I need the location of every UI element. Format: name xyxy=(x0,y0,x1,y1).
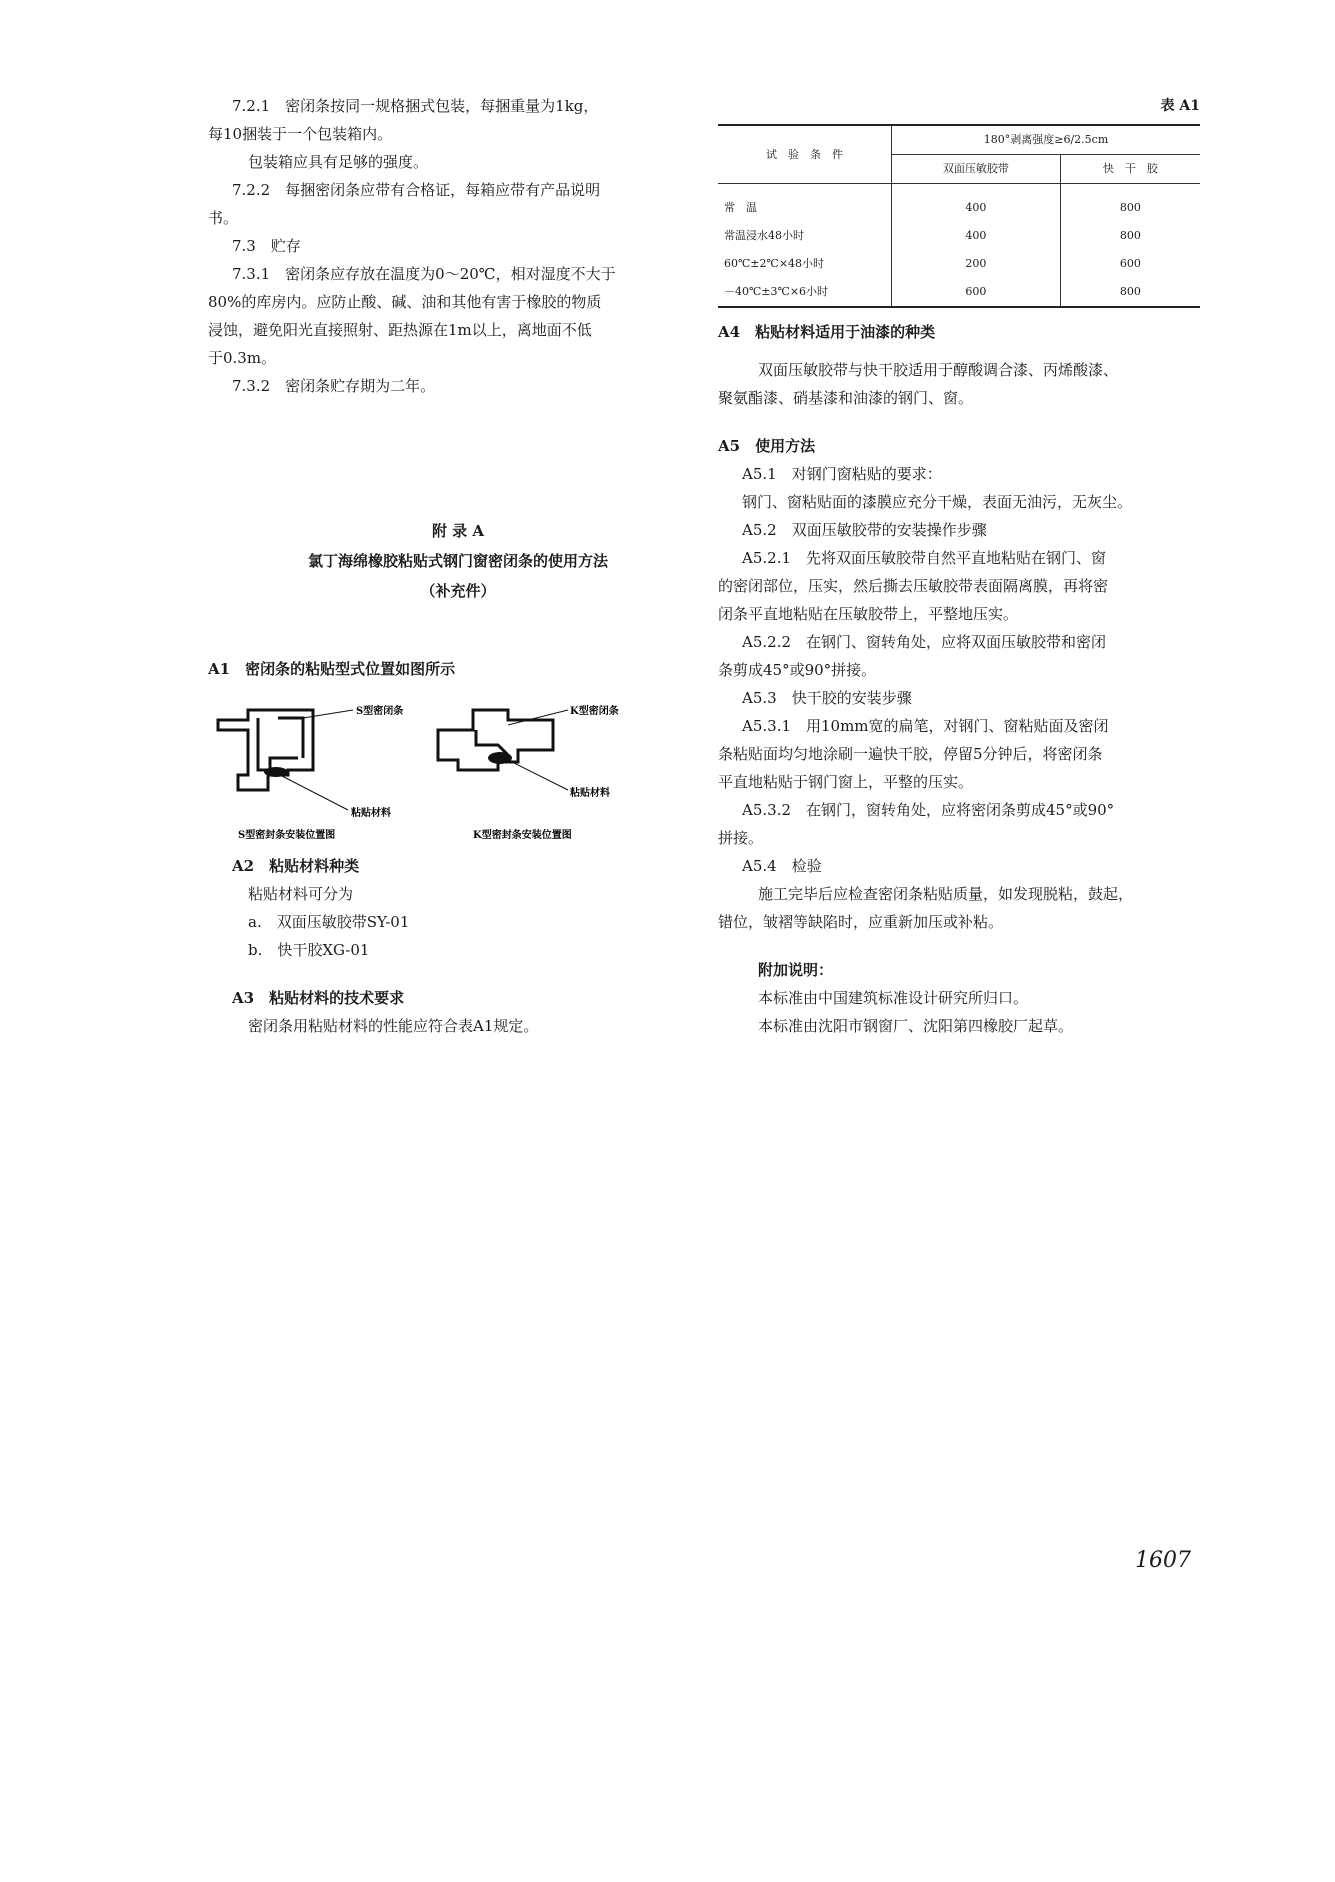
a2-item-a: a. 双面压敏胶带SY-01 xyxy=(248,913,410,931)
col-tape-header: 双面压敏胶带 xyxy=(892,155,1061,184)
clause-7-2-2-cont: 书。 xyxy=(208,209,239,227)
clause-7-2-1: 7.2.1 密闭条按同一规格捆式包装，每捆重量为1kg， xyxy=(232,97,599,115)
installation-figure xyxy=(208,700,708,860)
row-condition: －40℃±3℃×6小时 xyxy=(718,278,892,307)
profile-diagrams xyxy=(208,700,708,850)
clause-7-3-2: 7.3.2 密闭条贮存期为二年。 xyxy=(232,377,436,395)
s-adhesive-shape xyxy=(264,767,288,777)
a5-2-2-cont: 条剪成45°或90°拼接。 xyxy=(718,661,877,679)
a4-line1: 双面压敏胶带与快干胶适用于醇酸调合漆、丙烯酸漆、 xyxy=(758,361,1119,379)
appendix-title: 氯丁海绵橡胶粘贴式钢门窗密闭条的使用方法 xyxy=(307,552,608,570)
clause-7-2-2: 7.2.2 每捆密闭条应带有合格证，每箱应带有产品说明 xyxy=(232,181,601,199)
a1-section xyxy=(208,655,708,683)
a3-heading: A3 粘贴材料的技术要求 xyxy=(232,989,405,1007)
clause-7-3-1-cont2: 浸蚀，避免阳光直接照射、距热源在1m以上，离地面不低 xyxy=(208,321,592,339)
col-condition-header: 试 验 条 件 xyxy=(718,125,892,184)
left-column xyxy=(208,92,708,400)
a5-2: A5.2 双面压敏胶带的安装操作步骤 xyxy=(742,521,987,539)
a5-4: A5.4 检验 xyxy=(742,857,822,875)
appendix-subtitle: （补充件） xyxy=(420,582,496,600)
s-strip-label: S型密闭条 xyxy=(356,706,404,717)
row-glue: 600 xyxy=(1119,257,1141,270)
k-caption: K型密封条安装位置图 xyxy=(473,830,572,841)
k-adhesive-shape xyxy=(488,752,512,764)
s-caption: S型密封条安装位置图 xyxy=(238,830,336,841)
col-group-header: 180°剥离强度≥6/2.5cm xyxy=(892,125,1200,155)
row-glue: 800 xyxy=(1119,201,1141,214)
row-tape: 400 xyxy=(892,222,1061,250)
k-material-leader xyxy=(508,760,568,790)
table-row xyxy=(718,250,1200,278)
clause-7-3-1: 7.3.1 密闭条应存放在温度为0～20℃，相对湿度不大于 xyxy=(232,265,616,283)
note-line1: 本标准由中国建筑标准设计研究所归口。 xyxy=(758,989,1029,1007)
k-material-label: 粘贴材料 xyxy=(570,788,610,799)
right-column xyxy=(718,92,1200,1040)
a5-1-text: 钢门、窗粘贴面的漆膜应充分干燥，表面无油污，无灰尘。 xyxy=(742,493,1133,511)
row-condition: 常温浸水48小时 xyxy=(718,222,892,250)
a3-text: 密闭条用粘贴材料的性能应符合表A1规定。 xyxy=(248,1017,539,1035)
note-line2: 本标准由沈阳市钢窗厂、沈阳第四橡胶厂起草。 xyxy=(758,1017,1074,1035)
table-a1 xyxy=(718,124,1200,308)
clause-7-2-1-cont2: 包装箱应具有足够的强度。 xyxy=(248,153,429,171)
col-glue-header: 快 干 胶 xyxy=(1060,155,1200,184)
a1-heading: A1 密闭条的粘贴型式位置如图所示 xyxy=(208,660,456,678)
row-condition: 60℃±2℃×48小时 xyxy=(718,250,892,278)
a5-heading: A5 使用方法 xyxy=(718,437,816,455)
row-condition: 常 温 xyxy=(718,184,892,223)
row-glue: 800 xyxy=(1060,278,1200,307)
row-tape: 200 xyxy=(892,250,1061,278)
a2-item-b: b. 快干胶XG-01 xyxy=(248,941,370,959)
a5-3: A5.3 快干胶的安装步骤 xyxy=(742,689,912,707)
a5-2-2: A5.2.2 在钢门、窗转角处，应将双面压敏胶带和密闭 xyxy=(742,633,1107,651)
note-heading: 附加说明： xyxy=(758,961,834,979)
table-row xyxy=(718,278,1200,307)
a5-4-text: 施工完毕后应检查密闭条粘贴质量，如发现脱粘，鼓起， xyxy=(758,885,1134,903)
appendix-heading: 附 录 A xyxy=(431,522,485,540)
appendix-title-block xyxy=(208,516,708,606)
clause-7-3: 7.3 贮存 xyxy=(232,237,301,255)
table-label: 表 A1 xyxy=(1160,98,1200,114)
a4-heading: A4 粘贴材料适用于油漆的种类 xyxy=(718,323,936,341)
a5-1: A5.1 对钢门窗粘贴的要求： xyxy=(742,465,942,483)
a5-3-1-cont2: 平直地粘贴于钢门窗上，平整的压实。 xyxy=(718,773,974,791)
a5-3-1: A5.3.1 用10mm宽的扁笔，对钢门、窗粘贴面及密闭 xyxy=(742,717,1109,735)
clause-7-3-1-cont: 80%的库房内。应防止酸、碱、油和其他有害于橡胶的物质 xyxy=(208,293,602,311)
a5-2-1: A5.2.1 先将双面压敏胶带自然平直地粘贴在钢门、窗 xyxy=(742,549,1107,567)
clause-7-3-1-cont3: 于0.3m。 xyxy=(208,349,277,367)
a2-heading: A2 粘贴材料种类 xyxy=(232,857,360,875)
k-strip-leader xyxy=(508,710,568,725)
s-material-leader xyxy=(280,775,348,810)
a5-3-2: A5.3.2 在钢门，窗转角处，应将密闭条剪成45°或90° xyxy=(742,801,1115,819)
a5-3-2-cont: 拼接。 xyxy=(718,829,764,847)
s-material-label: 粘贴材料 xyxy=(351,808,391,819)
a4-line2: 聚氨酯漆、硝基漆和油漆的钢门、窗。 xyxy=(718,389,974,407)
row-tape: 400 xyxy=(892,184,1061,223)
table-row xyxy=(718,184,1200,223)
a2-a3-section xyxy=(208,852,708,1040)
row-tape: 600 xyxy=(892,278,1061,307)
page-number: 1607 xyxy=(1135,1548,1191,1573)
a5-3-1-cont: 条粘贴面均匀地涂刷一遍快干胶，停留5分钟后，将密闭条 xyxy=(718,745,1103,763)
a2-intro: 粘贴材料可分为 xyxy=(248,885,354,903)
row-glue: 800 xyxy=(1119,229,1141,242)
clause-7-2-1-cont: 每10捆装于一个包装箱内。 xyxy=(208,125,393,143)
a5-4-text-cont: 错位，皱褶等缺陷时，应重新加压或补粘。 xyxy=(718,913,1004,931)
s-profile-drawing xyxy=(218,710,313,790)
a5-2-1-cont2: 闭条平直地粘贴在压敏胶带上，平整地压实。 xyxy=(718,605,1019,623)
k-strip-label: K型密闭条 xyxy=(570,706,619,717)
table-row xyxy=(718,222,1200,250)
a5-2-1-cont: 的密闭部位，压实，然后撕去压敏胶带表面隔离膜，再将密 xyxy=(718,577,1109,595)
